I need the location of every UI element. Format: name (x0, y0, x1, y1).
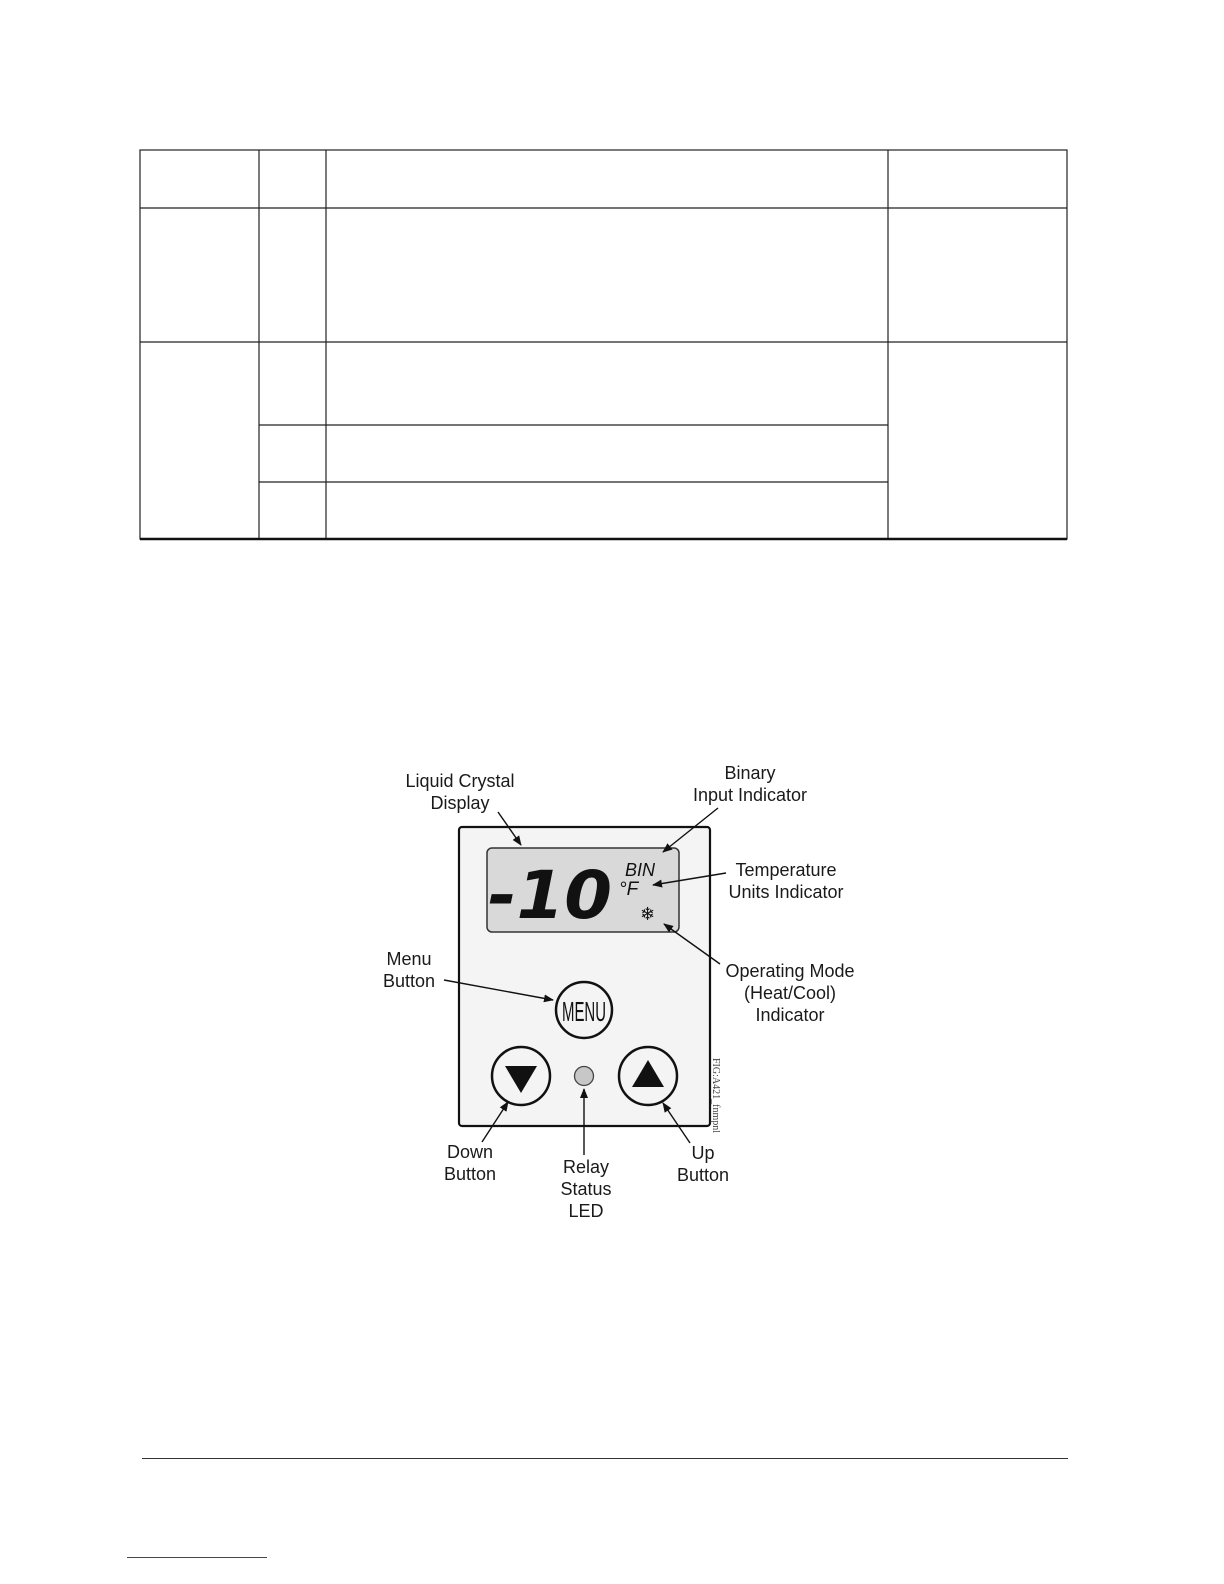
footer-rule (142, 1458, 1068, 1459)
down-label: Down (446, 1142, 494, 1162)
lcd-reading: -10 (488, 857, 612, 934)
temperature-label: Temperature (735, 860, 837, 880)
menu-button-label: MENU (562, 996, 606, 1027)
temperature-units-indicator: °F (619, 879, 639, 900)
relay-label: Status (560, 1179, 612, 1199)
temperature-label: Units Indicator (728, 882, 844, 902)
mode-label: Operating Mode (725, 961, 855, 981)
binary-input-indicator: BIN (625, 860, 656, 880)
footer-link-underline (127, 1557, 267, 1558)
binary-label: Input Indicator (692, 785, 808, 805)
down-label: Button (443, 1164, 497, 1184)
binary-label: Binary (724, 763, 776, 783)
relay-label: LED (568, 1201, 604, 1221)
lcd-label: Display (430, 793, 490, 813)
relay-status-led (575, 1067, 594, 1086)
mode-label: (Heat/Cool) (743, 983, 837, 1003)
menu-label: Button (382, 971, 436, 991)
mode-label: Indicator (755, 1005, 825, 1025)
up-label: Button (676, 1165, 730, 1185)
menu-label: Menu (386, 949, 432, 969)
up-label: Up (691, 1143, 715, 1163)
snowflake-icon: ❄ (640, 904, 656, 925)
figure-id: FIG:A421_fnmpnl (710, 1058, 721, 1133)
relay-label: Relay (562, 1157, 610, 1177)
lcd-label: Liquid Crystal (405, 771, 515, 791)
